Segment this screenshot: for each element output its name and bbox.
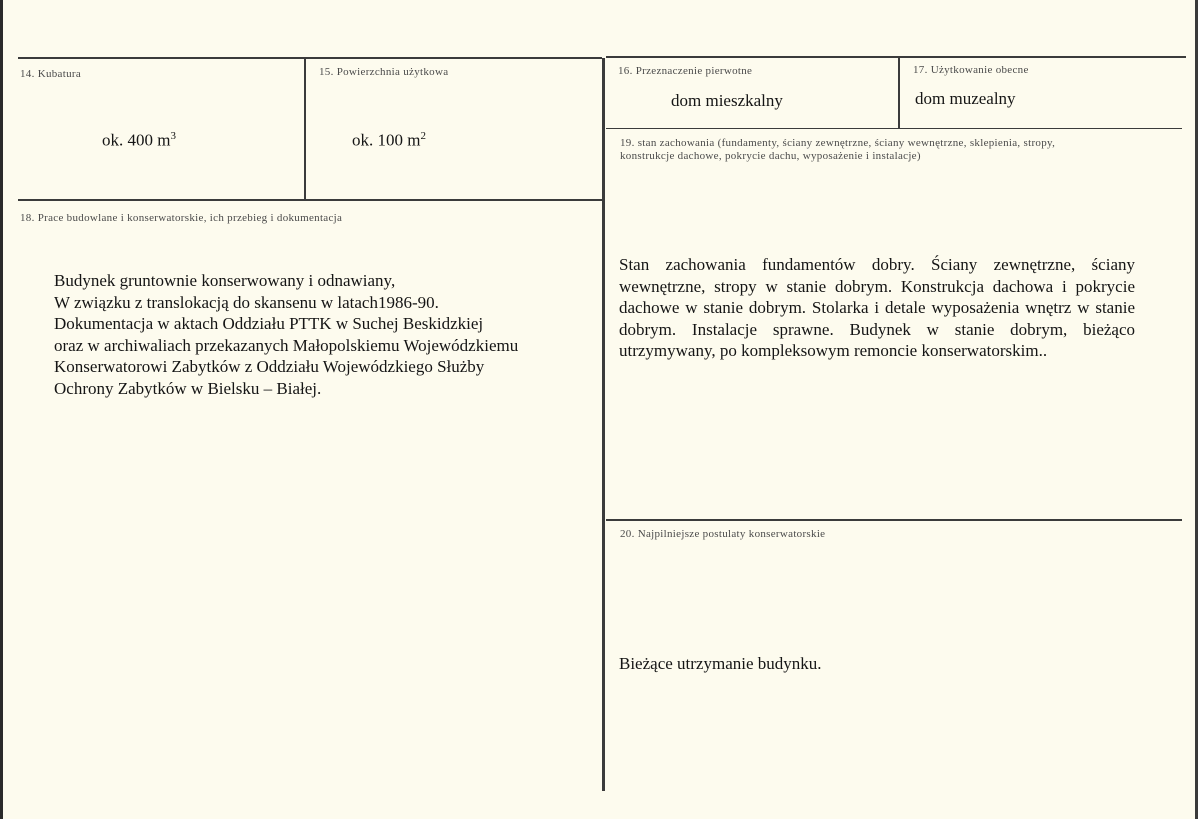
- field-17-label: 17. Użytkowanie obecne: [913, 64, 1029, 76]
- rule-below-19: [606, 519, 1182, 521]
- field-15-unit-exponent: 2: [420, 130, 426, 142]
- field-18-text: [54, 270, 518, 399]
- field-15-label: 15. Powierzchnia użytkowa: [319, 66, 449, 78]
- center-divider: [602, 58, 605, 791]
- rule-below-17: [606, 128, 1182, 129]
- field-14-value: [102, 130, 176, 151]
- field-16-label: 16. Przeznaczenie pierwotne: [618, 65, 753, 77]
- field-18-line: Dokumentacja w aktach Oddziału PTTK w Suchej Beskidzkiej: [54, 314, 484, 333]
- divider-14-15: [304, 59, 306, 200]
- field-15-value: [352, 130, 426, 151]
- field-19-text: Stan zachowania fundamentów dobry. Ściany zewnętrzne, ściany wewnętrzne, stropy w stanie dobrym. Konstrukcja dachowa i pokrycie dachowe w stanie dobrym. Stolarka i detale wyposażenia wnętrz w stanie dobrym. Instalacje sprawne. Budynek w stanie dobrym, bieżąco utrzymywany, po kompleksowym remoncie konserwatorskim..: [619, 255, 1135, 360]
- field-15-value-text: ok. 100 m: [352, 130, 421, 150]
- field-14-unit-exponent: 3: [170, 130, 176, 142]
- page-edge-left: [0, 0, 3, 819]
- field-19-label-line-2: konstrukcje dachowe, pokrycie dachu, wyposażenie i instalacje): [620, 150, 921, 162]
- field-20-text: Bieżące utrzymanie budynku.: [619, 654, 822, 673]
- field-18-line: Ochrony Zabytków w Bielsku – Białej.: [54, 378, 322, 398]
- top-rule-right: [606, 56, 1186, 58]
- field-18-line: Konserwatorowi Zabytków z Oddziału Wojewódzkiego Służby: [54, 357, 485, 376]
- field-18-line: Budynek gruntownie konserwowany i odnawiany,: [54, 271, 396, 290]
- top-rule-left: [18, 57, 602, 59]
- field-17-value: dom muzealny: [915, 89, 1016, 108]
- field-16-value: dom mieszkalny: [671, 91, 783, 110]
- field-18-label: 18. Prace budowlane i konserwatorskie, ich przebieg i dokumentacja: [20, 212, 343, 224]
- field-14-value-text: ok. 400 m: [102, 130, 171, 150]
- field-18-line: W związku z translokacją do skansenu w latach1986-90.: [54, 292, 439, 312]
- rule-below-15: [18, 199, 602, 201]
- field-14-label: 14. Kubatura: [20, 68, 82, 80]
- field-20-label: 20. Najpilniejsze postulaty konserwatorskie: [620, 528, 826, 540]
- field-18-line: oraz w archiwaliach przekazanych Małopolskiemu Wojewódzkiemu: [54, 335, 519, 355]
- divider-16-17: [898, 58, 900, 128]
- field-19-label-line-1: 19. stan zachowania (fundamenty, ściany zewnętrzne, ściany wewnętrzne, sklepienia, stropy,: [620, 137, 1056, 149]
